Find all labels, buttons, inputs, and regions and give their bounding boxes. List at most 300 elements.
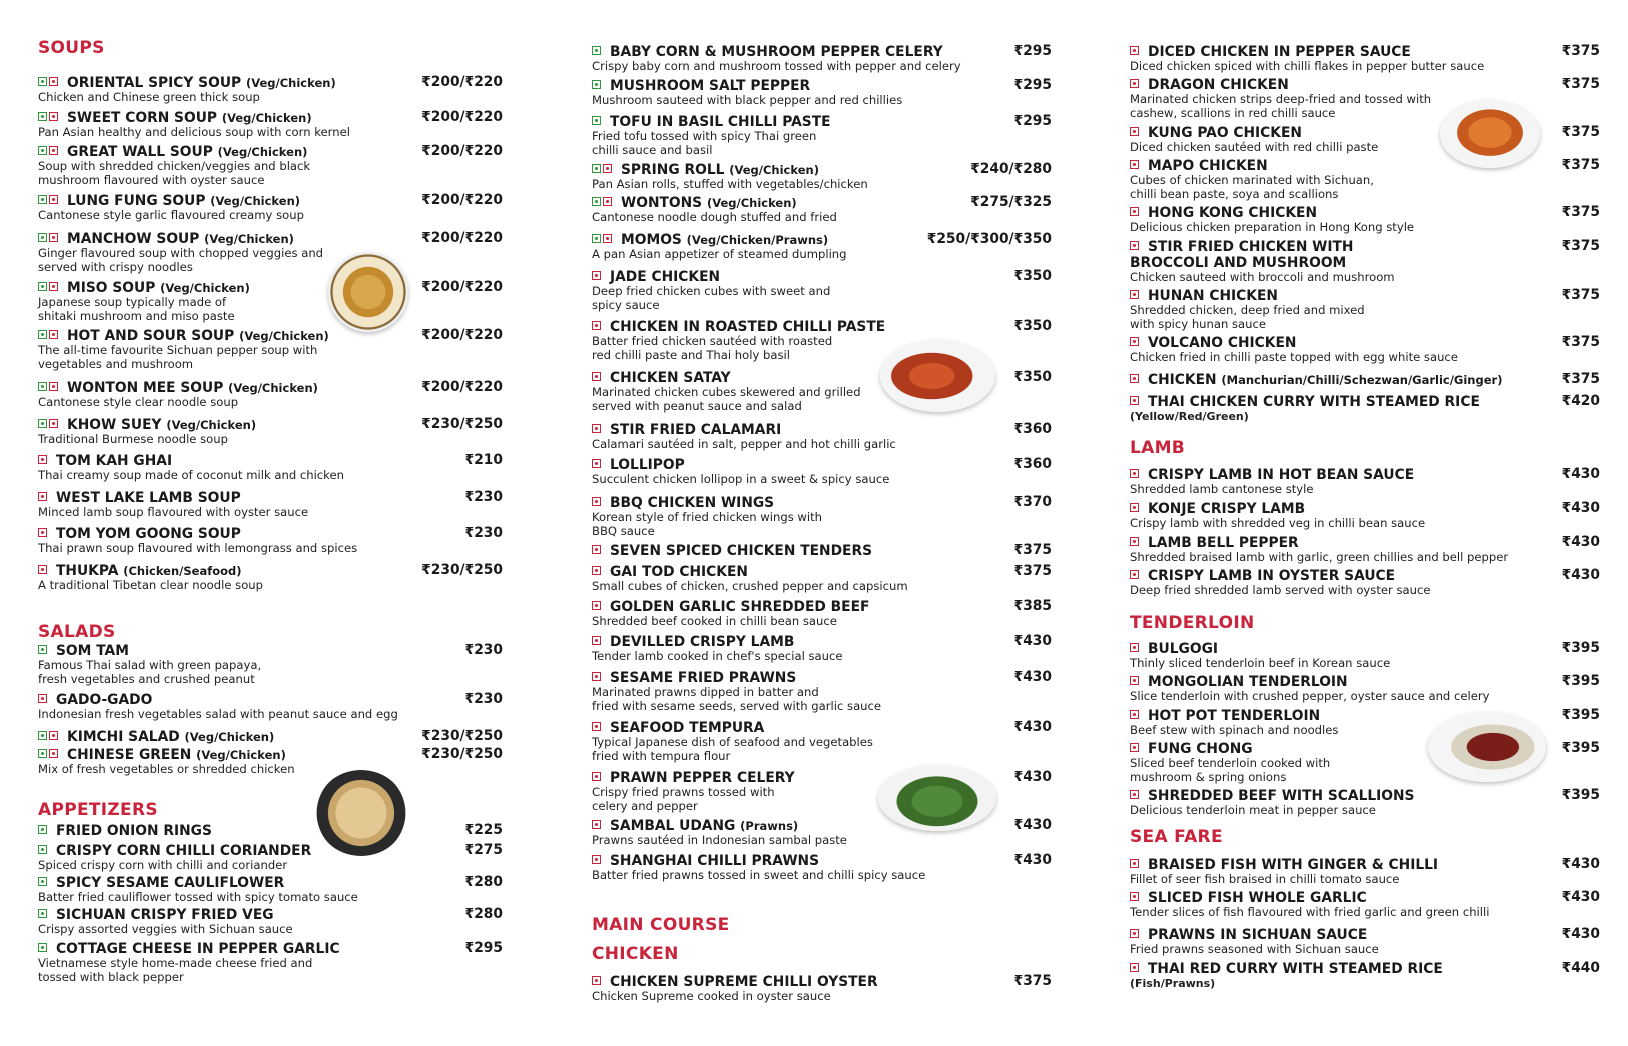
dish-name-text: HOT AND SOUR SOUP [67, 328, 235, 344]
dish-price: ₹370 [1013, 494, 1052, 510]
menu-item [1130, 238, 1600, 285]
dish-name-text: LAMB BELL PEPPER [1148, 535, 1299, 551]
menu-item [1130, 466, 1600, 497]
dish-description: Tender slices of fish flavoured with fried garlic and green chilli [1130, 905, 1490, 919]
dish-name-text: JADE CHICKEN [610, 269, 721, 285]
diet-marks [592, 77, 603, 93]
dish-description: Typical Japanese dish of seafood and vegetables fried with tempura flour [592, 735, 873, 763]
menu-item [1130, 787, 1600, 818]
dish-description: Fillet of seer fish braised in chilli tomato sauce [1130, 872, 1400, 886]
dish-name-text: THAI RED CURRY WITH STEAMED RICE [1148, 961, 1443, 977]
dish-price: ₹375 [1561, 204, 1600, 220]
kung-pao-chicken-photo [1440, 100, 1540, 168]
dish-name [592, 318, 1052, 335]
menu-item [592, 494, 1052, 538]
menu-item [38, 416, 503, 447]
dish-description: Deep fried shredded lamb served with oyster sauce [1130, 583, 1431, 597]
diet-marks [1130, 238, 1141, 254]
dish-description: Crispy baby corn and mushroom tossed with pepper and celery [592, 59, 961, 73]
veg-mark-icon [592, 116, 601, 125]
dish-name [38, 691, 503, 708]
non-veg-mark-icon [49, 77, 58, 86]
dish-description: Spiced crispy corn with chilli and coriander [38, 858, 288, 872]
non-veg-mark-icon [592, 976, 601, 985]
menu-item [38, 74, 503, 105]
dish-description: Mix of fresh vegetables or shredded chicken [38, 762, 295, 776]
dish-name [1130, 157, 1600, 174]
menu-item [592, 43, 1052, 74]
dish-price: ₹395 [1561, 707, 1600, 723]
menu-item [592, 669, 1052, 713]
dish-name [38, 489, 503, 506]
menu-item [1130, 534, 1600, 565]
dish-name-text: SICHUAN CRISPY FRIED VEG [56, 907, 274, 923]
non-veg-mark-icon [1130, 160, 1139, 169]
diet-marks [38, 822, 49, 838]
dish-name [1130, 500, 1600, 517]
menu-item [592, 633, 1052, 664]
veg-mark-icon [592, 46, 601, 55]
diet-marks [592, 161, 614, 177]
dish-price: ₹430 [1561, 926, 1600, 942]
dish-price: ₹375 [1013, 542, 1052, 558]
dish-variant-note: (Veg/Chicken) [217, 145, 308, 159]
dish-price: ₹430 [1013, 669, 1052, 685]
dish-name [38, 525, 503, 542]
menu-item [592, 194, 1052, 225]
diet-marks [1130, 334, 1141, 350]
dish-name [38, 940, 503, 957]
menu-item [38, 906, 503, 937]
menu-item [38, 489, 503, 520]
non-veg-mark-icon [38, 492, 47, 501]
dish-price: ₹375 [1561, 287, 1600, 303]
dish-price: ₹240/₹280 [970, 161, 1052, 177]
dish-name-text: CHICKEN SUPREME CHILLI OYSTER [610, 974, 878, 990]
dish-description: Thinly sliced tenderloin beef in Korean sauce [1130, 656, 1391, 670]
veg-mark-icon [38, 825, 47, 834]
dish-variant-note: (Veg/Chicken) [210, 194, 301, 208]
dish-name-text: CRISPY CORN CHILLI CORIANDER [56, 843, 312, 859]
dish-description: Cantonese style garlic flavoured creamy soup [38, 208, 304, 222]
dish-name-text: WONTONS [621, 195, 703, 211]
non-veg-mark-icon [592, 636, 601, 645]
diet-marks [38, 728, 60, 744]
diet-marks [1130, 534, 1141, 550]
dish-price: ₹375 [1561, 124, 1600, 140]
veg-mark-icon [38, 419, 47, 428]
non-veg-mark-icon [49, 419, 58, 428]
dish-description: Chicken fried in chilli paste topped with egg white sauce [1130, 350, 1458, 364]
dish-description: (Yellow/Red/Green) [1130, 410, 1249, 423]
diet-marks [38, 842, 49, 858]
menu-item [592, 598, 1052, 629]
non-veg-mark-icon [1130, 859, 1139, 868]
veg-mark-icon [38, 909, 47, 918]
menu-item [1130, 856, 1600, 887]
dish-name-text: SPRING ROLL [621, 162, 725, 178]
non-veg-mark-icon [49, 382, 58, 391]
dish-name-text: SPICY SESAME CAULIFLOWER [56, 875, 285, 891]
dish-description: (Fish/Prawns) [1130, 977, 1216, 990]
diet-marks [592, 231, 614, 247]
dish-name-text: KHOW SUEY [67, 417, 162, 433]
dish-description: Indonesian fresh vegetables salad with peanut sauce and egg [38, 707, 398, 721]
dish-variant-note: (Veg/Chicken) [184, 730, 275, 744]
diet-marks [592, 973, 603, 989]
dish-description: Diced chicken spiced with chilli flakes in pepper butter sauce [1130, 59, 1485, 73]
diet-marks [1130, 960, 1141, 976]
diet-marks [592, 817, 603, 833]
dish-variant-note: (Veg/Chicken) [204, 232, 294, 246]
dish-price: ₹230/₹250 [421, 416, 503, 432]
dish-price: ₹350 [1013, 369, 1052, 385]
dish-price: ₹295 [1013, 77, 1052, 93]
dish-name [38, 642, 503, 659]
dish-name-text: SEVEN SPICED CHICKEN TENDERS [610, 543, 873, 559]
dish-name-text: BBQ CHICKEN WINGS [610, 495, 775, 511]
dish-description: A traditional Tibetan clear noodle soup [38, 578, 264, 592]
menu-item [38, 874, 503, 905]
dish-name [1130, 393, 1600, 410]
dish-name [592, 268, 1052, 285]
dish-variant-note: (Veg/Chicken) [221, 111, 312, 125]
dish-price: ₹375 [1561, 334, 1600, 350]
non-veg-mark-icon [1130, 374, 1139, 383]
diet-marks [592, 268, 603, 284]
menu-item [592, 421, 1052, 452]
diet-marks [592, 113, 603, 129]
dish-description: The all-time favourite Sichuan pepper soup with vegetables and mushroom [38, 343, 318, 371]
diet-marks [1130, 500, 1141, 516]
menu-item [38, 525, 503, 556]
dish-name [1130, 889, 1600, 906]
dish-name [38, 906, 503, 923]
dish-price: ₹395 [1561, 640, 1600, 656]
dish-name [592, 633, 1052, 650]
non-veg-mark-icon [1130, 790, 1139, 799]
dish-description: Minced lamb soup flavoured with oyster sauce [38, 505, 309, 519]
non-veg-mark-icon [1130, 643, 1139, 652]
dish-name [1130, 534, 1600, 551]
veg-mark-icon [38, 77, 47, 86]
dish-name-text: MANCHOW SOUP [67, 231, 200, 247]
dish-name-text: DICED CHICKEN IN PEPPER SAUCE [1148, 44, 1411, 60]
dish-name [1130, 204, 1600, 221]
dish-name-text: TOFU IN BASIL CHILLI PASTE [610, 114, 831, 130]
dish-price: ₹375 [1013, 973, 1052, 989]
veg-mark-icon [592, 197, 601, 206]
dish-name-text: KONJE CRISPY LAMB [1148, 501, 1306, 517]
non-veg-mark-icon [1130, 503, 1139, 512]
diet-marks [1130, 673, 1141, 689]
dish-name-text: KUNG PAO CHICKEN [1148, 125, 1302, 141]
dish-price: ₹350 [1013, 268, 1052, 284]
non-veg-mark-icon [592, 820, 601, 829]
diet-marks [592, 719, 603, 735]
dish-name-text: TOM YOM GOONG SOUP [56, 526, 241, 542]
dish-price: ₹375 [1561, 157, 1600, 173]
menu-item [1130, 960, 1600, 991]
veg-mark-icon [38, 943, 47, 952]
veg-mark-icon [38, 195, 47, 204]
dish-price: ₹200/₹220 [421, 279, 503, 295]
non-veg-mark-icon [592, 497, 601, 506]
dish-price: ₹200/₹220 [421, 143, 503, 159]
veg-mark-icon [592, 80, 601, 89]
non-veg-mark-icon [1130, 46, 1139, 55]
menu-item [38, 192, 503, 223]
menu-item [38, 562, 503, 593]
section-title-main-course: MAIN COURSE [592, 915, 730, 935]
non-veg-mark-icon [1130, 290, 1139, 299]
non-veg-mark-icon [49, 146, 58, 155]
menu-item [592, 113, 1052, 157]
dish-name-text: BRAISED FISH WITH GINGER & CHILLI [1148, 857, 1439, 873]
menu-item [38, 230, 503, 274]
dish-price: ₹430 [1013, 817, 1052, 833]
dish-name [592, 77, 1052, 94]
dish-price: ₹395 [1561, 673, 1600, 689]
menu-item [38, 642, 503, 686]
diet-marks [38, 230, 60, 246]
dish-price: ₹200/₹220 [421, 192, 503, 208]
menu-item [1130, 926, 1600, 957]
dish-name [1130, 287, 1600, 304]
dish-price: ₹275/₹325 [970, 194, 1052, 210]
dish-description: Korean style of fried chicken wings with BBQ sauce [592, 510, 823, 538]
non-veg-mark-icon [49, 233, 58, 242]
non-veg-mark-icon [592, 459, 601, 468]
dish-name-text: CRISPY LAMB IN OYSTER SAUCE [1148, 568, 1396, 584]
diet-marks [1130, 787, 1141, 803]
dish-price: ₹375 [1561, 76, 1600, 92]
dish-name-text: CHICKEN SATAY [610, 370, 731, 386]
non-veg-mark-icon [1130, 396, 1139, 405]
non-veg-mark-icon [49, 731, 58, 740]
dish-name [592, 598, 1052, 615]
section-title-chicken: CHICKEN [592, 944, 679, 964]
menu-item [38, 452, 503, 483]
dish-price: ₹200/₹220 [421, 327, 503, 343]
dish-name-text: ORIENTAL SPICY SOUP [67, 75, 242, 91]
dish-price: ₹230/₹250 [421, 746, 503, 762]
non-veg-mark-icon [1130, 710, 1139, 719]
dish-name [1130, 787, 1600, 804]
dish-name-text: TOM KAH GHAI [56, 453, 173, 469]
dish-name-text: MISO SOUP [67, 280, 156, 296]
dish-price: ₹280 [464, 906, 503, 922]
menu-item [1130, 287, 1600, 331]
dish-price: ₹275 [464, 842, 503, 858]
dish-description: Fried prawns seasoned with Sichuan sauce [1130, 942, 1379, 956]
non-veg-mark-icon [49, 195, 58, 204]
dish-name [592, 456, 1052, 473]
diet-marks [1130, 43, 1141, 59]
non-veg-mark-icon [1130, 929, 1139, 938]
dish-price: ₹230 [464, 489, 503, 505]
dish-name [592, 542, 1052, 559]
dish-name-text: BABY CORN & MUSHROOM PEPPER CELERY [610, 44, 943, 60]
diet-marks [38, 940, 49, 956]
beef-tenderloin-photo [1428, 712, 1546, 782]
dish-name-text: THAI CHICKEN CURRY WITH STEAMED RICE [1148, 394, 1480, 410]
dish-name-text: HUNAN CHICKEN [1148, 288, 1278, 304]
menu-item [592, 231, 1052, 262]
menu-item [592, 161, 1052, 192]
diet-marks [38, 452, 49, 468]
non-veg-mark-icon [38, 528, 47, 537]
dish-price: ₹230/₹250 [421, 728, 503, 744]
dish-name-text: GOLDEN GARLIC SHREDDED BEEF [610, 599, 870, 615]
dish-description: Batter fried prawns tossed in sweet and chilli spicy sauce [592, 868, 926, 882]
dish-description: Thai prawn soup flavoured with lemongrass and spices [38, 541, 358, 555]
veg-mark-icon [38, 731, 47, 740]
menu-item [38, 822, 503, 839]
dish-name [38, 822, 503, 839]
veg-mark-icon [592, 164, 601, 173]
diet-marks [38, 327, 60, 343]
menu-item [1130, 43, 1600, 74]
menu-item [38, 728, 503, 745]
dish-description: Traditional Burmese noodle soup [38, 432, 228, 446]
dish-description: Small cubes of chicken, crushed pepper and capsicum [592, 579, 908, 593]
menu-item [592, 973, 1052, 1004]
menu-column-1 [38, 0, 503, 1046]
diet-marks [592, 852, 603, 868]
diet-marks [592, 456, 603, 472]
dish-name-text: MUSHROOM SALT PEPPER [610, 78, 811, 94]
menu-item [1130, 393, 1600, 424]
dish-name [38, 842, 503, 859]
non-veg-mark-icon [592, 855, 601, 864]
diet-marks [592, 563, 603, 579]
non-veg-mark-icon [592, 424, 601, 433]
dish-name [1130, 640, 1600, 657]
chicken-wings-photo [880, 340, 995, 412]
dish-name [38, 874, 503, 891]
dish-variant-note: (Chicken/Seafood) [123, 564, 242, 578]
non-veg-mark-icon [1130, 892, 1139, 901]
dish-price: ₹200/₹220 [421, 109, 503, 125]
dish-variant-note: (Veg/Chicken) [228, 381, 318, 395]
dish-price: ₹230 [464, 642, 503, 658]
menu-item [592, 817, 1052, 848]
menu-item [592, 852, 1052, 883]
dish-name-text: SWEET CORN SOUP [67, 110, 218, 126]
dish-description: Vietnamese style home-made cheese fried and tossed with black pepper [38, 956, 313, 984]
menu-item [1130, 371, 1600, 388]
dish-variant-note: (Veg/Chicken) [729, 163, 819, 177]
non-veg-mark-icon [1130, 469, 1139, 478]
dish-price: ₹200/₹220 [421, 230, 503, 246]
section-title-salads: SALADS [38, 622, 116, 642]
diet-marks [38, 746, 60, 762]
dish-name-text: MONGOLIAN TENDERLOIN [1148, 674, 1348, 690]
veg-mark-icon [38, 233, 47, 242]
dish-name-text: WEST LAKE LAMB SOUP [56, 490, 241, 506]
dish-price: ₹375 [1561, 238, 1600, 254]
dish-description: Diced chicken sautéed with red chilli paste [1130, 140, 1379, 154]
dish-name-text: SEAFOOD TEMPURA [610, 720, 765, 736]
dish-name-text: PRAWN PEPPER CELERY [610, 770, 795, 786]
dish-name [1130, 567, 1600, 584]
dish-name-text: SLICED FISH WHOLE GARLIC [1148, 890, 1367, 906]
diet-marks [1130, 157, 1141, 173]
non-veg-mark-icon [1130, 79, 1139, 88]
dish-price: ₹250/₹300/₹350 [926, 231, 1052, 247]
menu-item [592, 542, 1052, 559]
diet-marks [38, 906, 49, 922]
diet-marks [38, 525, 49, 541]
diet-marks [592, 494, 603, 510]
non-veg-mark-icon [1130, 127, 1139, 136]
dish-price: ₹430 [1013, 719, 1052, 735]
dish-variant-note: (Veg/Chicken) [239, 329, 329, 343]
non-veg-mark-icon [38, 455, 47, 464]
non-veg-mark-icon [603, 234, 612, 243]
dish-name-text: CHINESE GREEN [67, 747, 192, 763]
menu-item [1130, 640, 1600, 671]
dish-name [592, 669, 1052, 686]
non-veg-mark-icon [38, 565, 47, 574]
dish-price: ₹395 [1561, 740, 1600, 756]
dish-name-text: GADO-GADO [56, 692, 153, 708]
dish-name [1130, 334, 1600, 351]
fried-rice-pan-photo [315, 770, 407, 856]
diet-marks [38, 416, 60, 432]
menu-column-3 [1130, 0, 1600, 1046]
diet-marks [1130, 707, 1141, 723]
menu-item [592, 268, 1052, 312]
dish-price: ₹280 [464, 874, 503, 890]
diet-marks [1130, 204, 1141, 220]
dish-description: Thai creamy soup made of coconut milk and chicken [38, 468, 344, 482]
dish-description: Pan Asian healthy and delicious soup with corn kernel [38, 125, 350, 139]
dish-variant-note: (Veg/Chicken) [160, 281, 250, 295]
dish-name-text: CHICKEN IN ROASTED CHILLI PASTE [610, 319, 886, 335]
diet-marks [592, 633, 603, 649]
diet-marks [1130, 740, 1141, 756]
menu-item [1130, 889, 1600, 920]
dish-description: Soup with shredded chicken/veggies and black mushroom flavoured with oyster sauce [38, 159, 311, 187]
dish-description: Prawns sautéed in Indonesian sambal paste [592, 833, 847, 847]
dish-price: ₹295 [1013, 113, 1052, 129]
prawn-pepper-celery-photo [878, 765, 996, 831]
veg-mark-icon [38, 282, 47, 291]
diet-marks [38, 489, 49, 505]
dish-price: ₹230 [464, 691, 503, 707]
diet-marks [592, 669, 603, 685]
dish-description: Shredded chicken, deep fried and mixed with spicy hunan sauce [1130, 303, 1365, 331]
veg-mark-icon [38, 845, 47, 854]
menu-column-2 [592, 0, 1052, 1046]
diet-marks [592, 542, 603, 558]
menu-item [38, 279, 503, 323]
dish-description: Pan Asian rolls, stuffed with vegetables/chicken [592, 177, 868, 191]
dish-variant-note: (Veg/Chicken) [706, 196, 797, 210]
soup-bowl-photo [328, 252, 408, 332]
dish-variant-note: (Prawns) [740, 819, 799, 833]
menu-item [1130, 157, 1600, 201]
dish-description: Crispy fried prawns tossed with celery and pepper [592, 785, 775, 813]
diet-marks [38, 74, 60, 90]
dish-description: Batter fried cauliflower tossed with spicy tomato sauce [38, 890, 358, 904]
non-veg-mark-icon [592, 321, 601, 330]
dish-name [592, 421, 1052, 438]
dish-description: Fried tofu tossed with spicy Thai green chilli sauce and basil [592, 129, 817, 157]
dish-name [1130, 43, 1600, 60]
